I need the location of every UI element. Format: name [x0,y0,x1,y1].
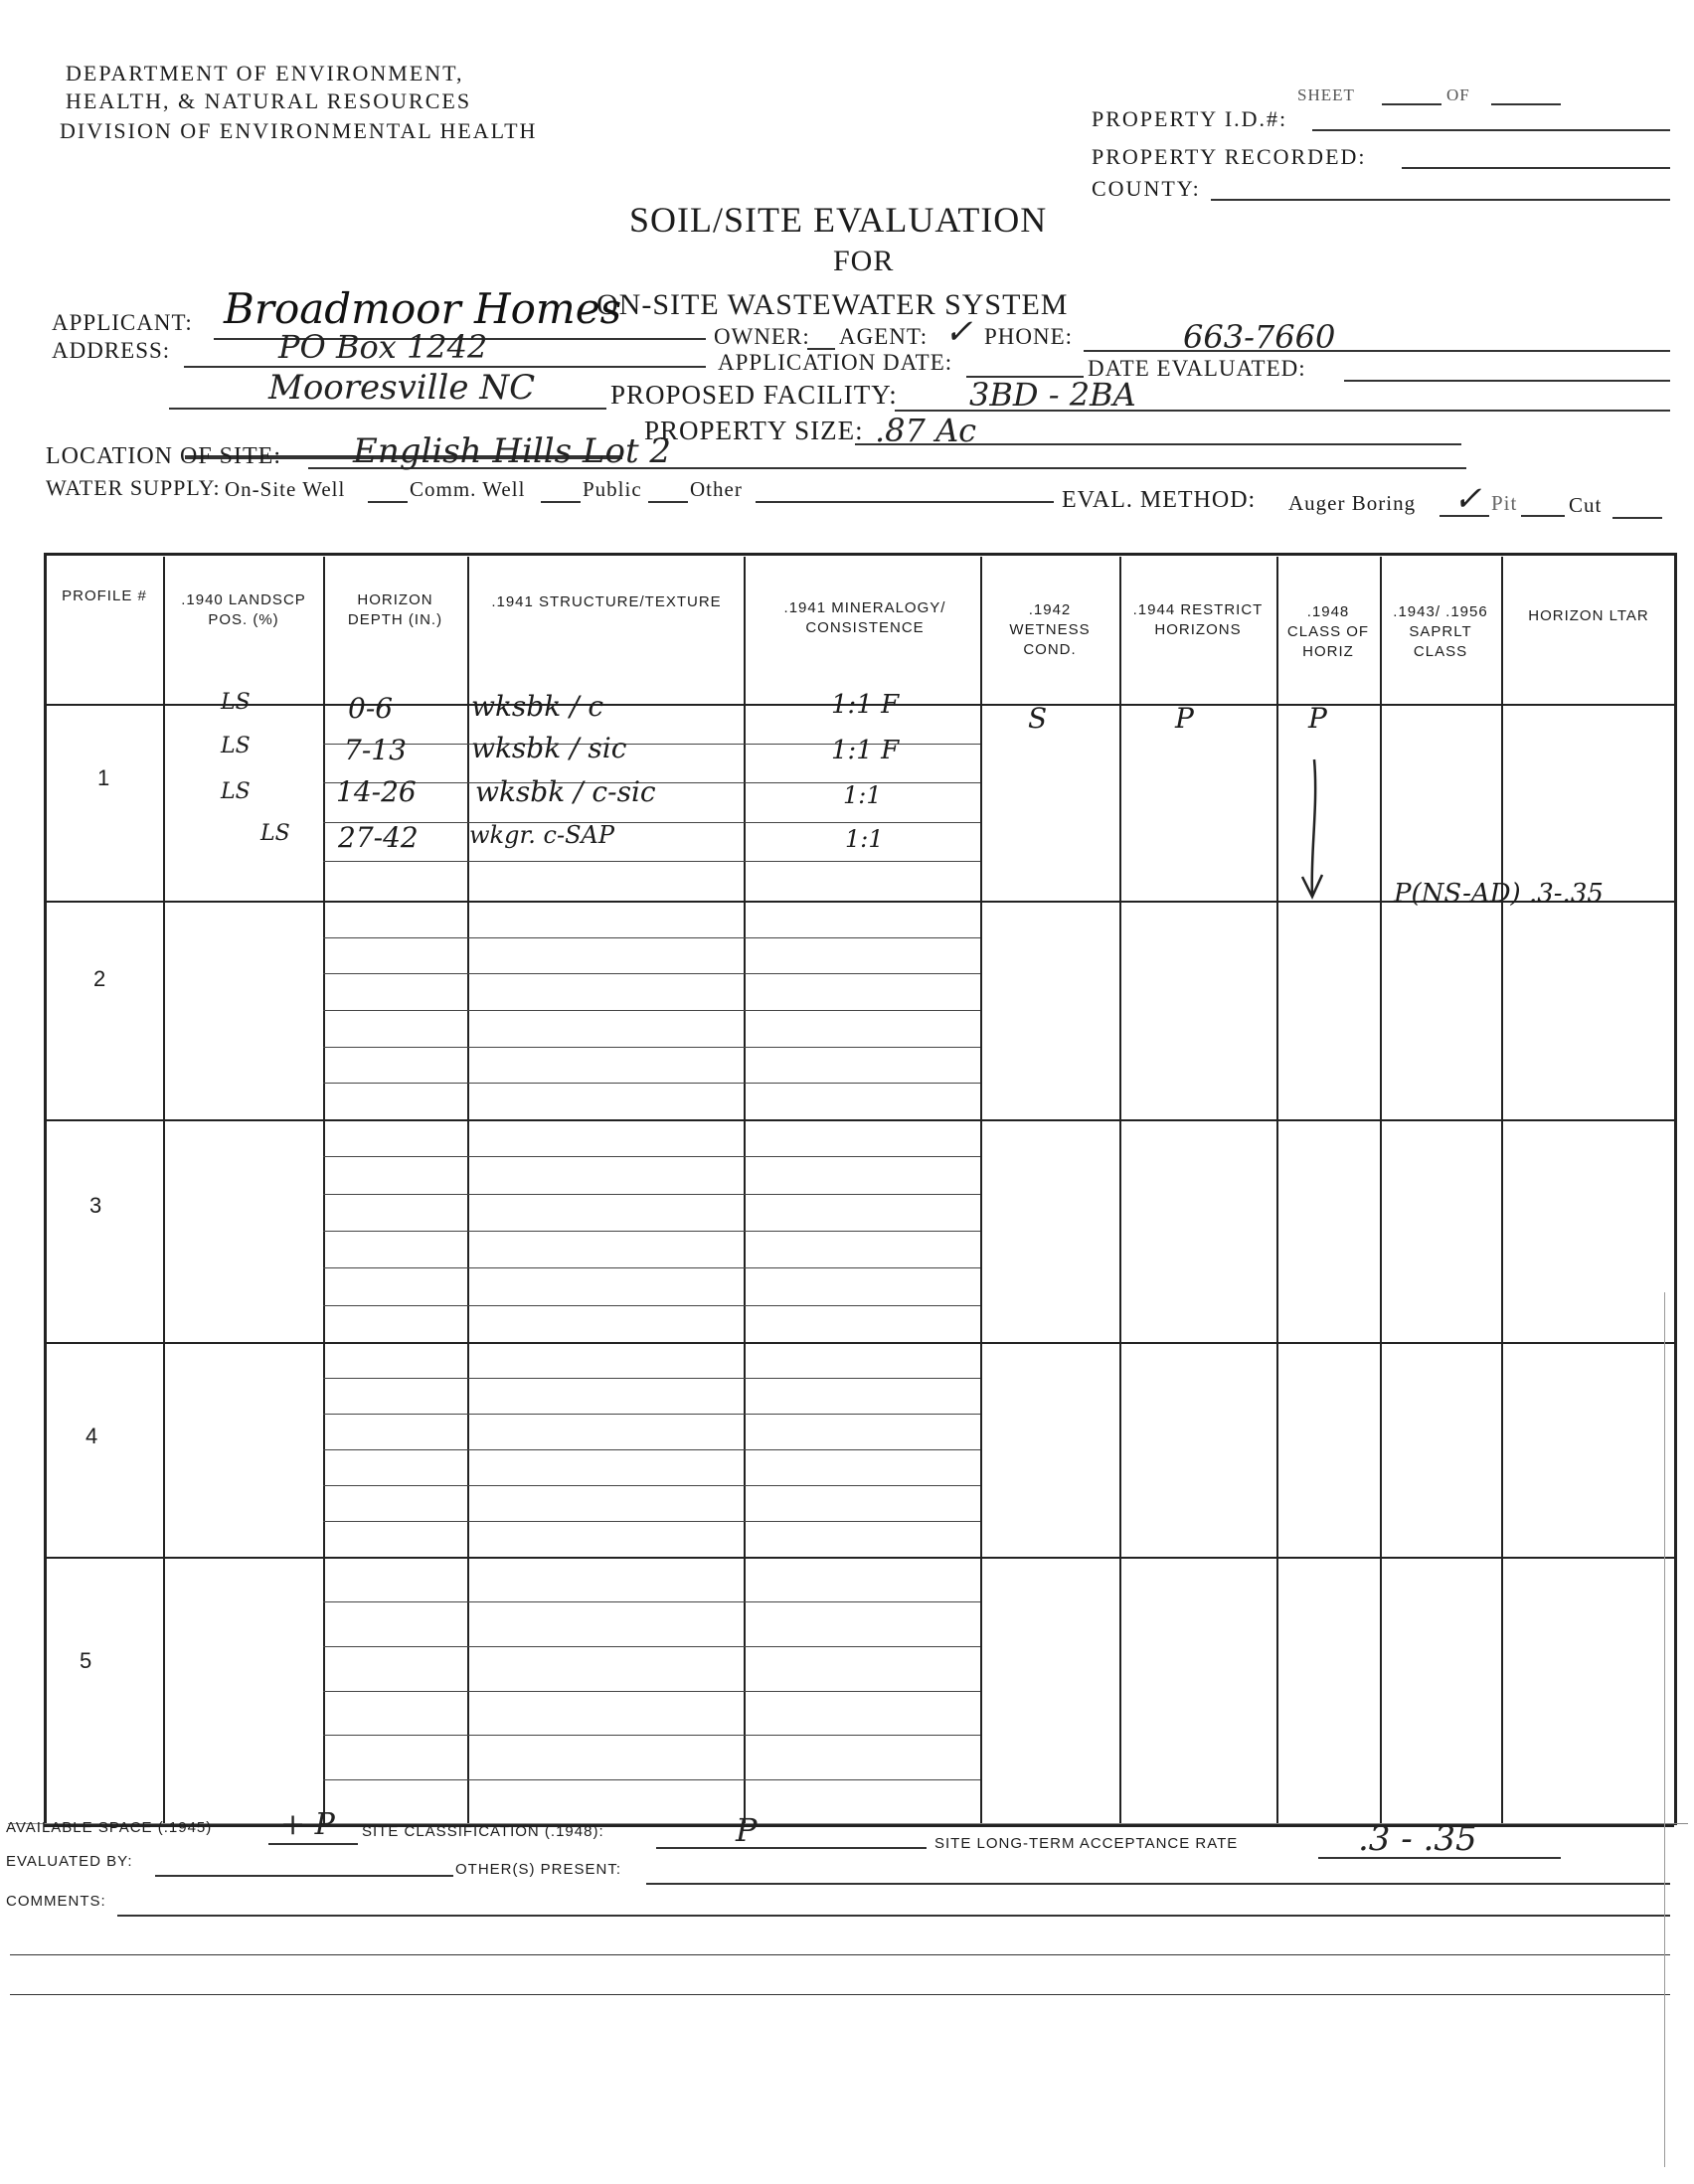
eval-pit-label: Pit [1491,491,1518,515]
available-space-label: AVAILABLE SPACE (.1945) [6,1819,213,1836]
p1-r1-mineralogy: 1:1 F [831,690,900,720]
p1-r2-mineralogy: 1:1 F [831,736,900,765]
profile-separator-4 [44,1557,1674,1559]
site-classification-label: SITE CLASSIFICATION (.1948): [362,1823,604,1840]
header-saprolite: .1943/ .1956 SAPRLT CLASS [1393,603,1488,660]
ltar-label: SITE LONG-TERM ACCEPTANCE RATE [934,1835,1239,1852]
horizon-row-line [323,1485,980,1486]
horizon-row-line [323,1194,980,1195]
application-date-label: APPLICATION DATE: [718,350,953,375]
water-public-label: Public [583,477,642,501]
horizon-row-line [323,1449,980,1450]
property-recorded-label: PROPERTY RECORDED: [1092,144,1367,169]
p1-restrict: P [1175,702,1194,735]
horizon-row-line [323,1231,980,1232]
eval-pit-field[interactable] [1521,515,1565,517]
table-top-border [44,553,1674,556]
date-evaluated-label: DATE EVALUATED: [1088,356,1306,381]
horizon-row-line [323,973,980,974]
table-right-border [1674,553,1677,1825]
p1-r2-depth: 7-13 [344,734,407,766]
form-title-for: FOR [833,245,895,277]
col-divider-5 [980,557,982,1824]
header-structure: .1941 STRUCTURE/TEXTURE [491,593,722,610]
horizon-row-line [323,1691,980,1692]
address-line-2-value: Mooresville NC [268,368,536,408]
p1-r3-mineralogy: 1:1 [843,781,882,809]
col-divider-3 [467,557,469,1824]
horizon-row-line [323,1083,980,1084]
sheet-of-field[interactable] [1491,103,1561,105]
site-classification-field[interactable] [656,1847,927,1849]
others-present-field[interactable] [646,1883,1670,1885]
header-profile: PROFILE # [62,588,147,604]
agent-check-mark: ✓ [944,312,973,352]
property-recorded-field[interactable] [1402,167,1670,169]
p1-r1-landscape: LS [221,690,251,715]
phone-value: 663-7660 [1183,318,1336,356]
available-space-value: + P [280,1807,335,1842]
col-divider-4 [744,557,746,1824]
col-divider-2 [323,557,325,1824]
header-restrict: .1944 RESTRICT HORIZONS [1132,601,1264,638]
col-divider-1 [163,557,165,1824]
profile-number-1: 1 [97,765,110,790]
header-landscape: .1940 LANDSCP POS. (%) [181,591,306,628]
comments-field-1[interactable] [117,1915,1670,1917]
available-space-field[interactable] [268,1843,358,1845]
p1-r1-structure: wksbk / c [471,690,604,723]
p1-r4-depth: 27-42 [338,821,419,854]
horizon-row-line [323,861,980,862]
agency-line-1: DEPARTMENT OF ENVIRONMENT, [66,61,464,85]
p1-r4-landscape: LS [260,821,290,846]
profile-separator-2 [44,1119,1674,1121]
p1-r3-depth: 14-26 [336,775,417,808]
p1-r1-depth: 0-6 [348,692,394,725]
sheet-of-label: OF [1446,85,1470,104]
evaluated-by-field[interactable] [155,1875,453,1877]
eval-auger-check-mark: ✓ [1453,479,1482,519]
agent-label: AGENT: [839,324,929,349]
address-line-2-field[interactable] [169,408,606,410]
header-mineralogy: .1941 MINERALOGY/ CONSISTENCE [783,599,946,636]
p1-class: P [1308,702,1327,735]
proposed-facility-label: PROPOSED FACILITY: [610,380,898,410]
profile-number-5: 5 [80,1648,92,1673]
applicant-value: Broadmoor Homes [224,284,622,333]
water-onsite-field[interactable] [368,501,408,503]
p1-r4-structure: wkgr. c-SAP [469,821,615,849]
profile-separator-3 [44,1342,1674,1344]
county-field[interactable] [1211,199,1670,201]
horizon-row-line [323,1646,980,1647]
eval-cut-label: Cut [1569,493,1603,517]
horizon-row-line [323,1267,980,1268]
p1-r3-landscape: LS [221,779,251,804]
eval-method-label: EVAL. METHOD: [1062,487,1257,513]
agency-line-2: HEALTH, & NATURAL RESOURCES [66,88,472,113]
header-class: .1948 CLASS OF HORIZ [1286,603,1370,660]
p1-r4-mineralogy: 1:1 [845,825,884,853]
header-ltar: HORIZON LTAR [1528,607,1649,624]
form-title-system: ON-SITE WASTEWATER SYSTEM [596,288,1069,321]
col-divider-6 [1119,557,1121,1824]
owner-label: OWNER: [714,324,810,349]
address-label: ADDRESS: [52,338,171,363]
col-divider-8 [1380,557,1382,1824]
horizon-row-line [323,1305,980,1306]
others-present-label: OTHER(S) PRESENT: [455,1861,622,1878]
water-other-label: Other [690,477,743,501]
horizon-row-line [323,937,980,938]
water-public-field[interactable] [648,501,688,503]
location-value: English Hills Lot 2 [353,431,672,471]
horizon-row-line [323,1601,980,1602]
scan-edge [1664,1292,1665,2167]
comments-label: COMMENTS: [6,1893,106,1910]
horizon-row-line [323,1414,980,1415]
comments-field-3[interactable] [10,1994,1670,1995]
horizon-row-line [323,1735,980,1736]
eval-auger-label: Auger Boring [1288,491,1417,515]
water-comm-label: Comm. Well [410,477,526,501]
arrow-down-icon [1292,756,1332,905]
profile-number-4: 4 [85,1424,98,1448]
agency-line-3: DIVISION OF ENVIRONMENTAL HEALTH [60,118,538,143]
water-comm-field[interactable] [541,501,581,503]
p1-wetness: S [1028,702,1048,735]
horizon-row-line [323,1047,980,1048]
property-size-label: PROPERTY SIZE: [644,416,864,445]
property-size-value: .87 Ac [875,412,977,449]
profile-number-2: 2 [93,966,106,991]
profile-number-3: 3 [89,1193,102,1218]
water-supply-label: WATER SUPPLY: [46,475,221,500]
eval-cut-field[interactable] [1612,517,1662,519]
form-title: SOIL/SITE EVALUATION [629,200,1048,240]
horizon-row-line [323,1779,980,1780]
horizon-row-line [323,1010,980,1011]
proposed-facility-value: 3BD - 2BA [969,376,1136,414]
p1-r2-structure: wksbk / sic [471,732,627,764]
county-label: COUNTY: [1092,176,1201,201]
comments-field-2[interactable] [10,1954,1670,1955]
col-divider-7 [1276,557,1278,1824]
p1-r2-landscape: LS [221,734,251,758]
address-line-1-value: PO Box 1242 [278,328,488,366]
horizon-row-line [323,822,980,823]
applicant-label: APPLICANT: [52,310,193,335]
phone-label: PHONE: [984,324,1074,349]
phone-field[interactable] [1084,350,1670,352]
col-divider-9 [1501,557,1503,1824]
property-id-label: PROPERTY I.D.#: [1092,106,1288,131]
p1-ltar: P(NS-AD) .3-.35 [1394,879,1604,909]
header-depth: HORIZON DEPTH (IN.) [347,591,443,628]
water-onsite-label: On-Site Well [225,477,346,501]
sheet-label: SHEET [1297,85,1355,104]
horizon-row-line [323,1521,980,1522]
p1-r3-structure: wksbk / c-sic [475,775,656,808]
date-evaluated-field[interactable] [1344,380,1670,382]
water-other-field[interactable] [756,501,1054,503]
ltar-value: .3 - .35 [1358,1819,1477,1859]
location-label: LOCATION OF SITE: [46,443,281,469]
table-left-border [44,553,47,1825]
evaluated-by-label: EVALUATED BY: [6,1853,133,1870]
header-wetness: .1942 WETNESS COND. [1009,601,1091,658]
sheet-field[interactable] [1382,103,1441,105]
property-id-field[interactable] [1312,129,1670,131]
horizon-row-line [323,1156,980,1157]
horizon-row-line [323,1378,980,1379]
site-classification-value: P [736,1811,758,1849]
